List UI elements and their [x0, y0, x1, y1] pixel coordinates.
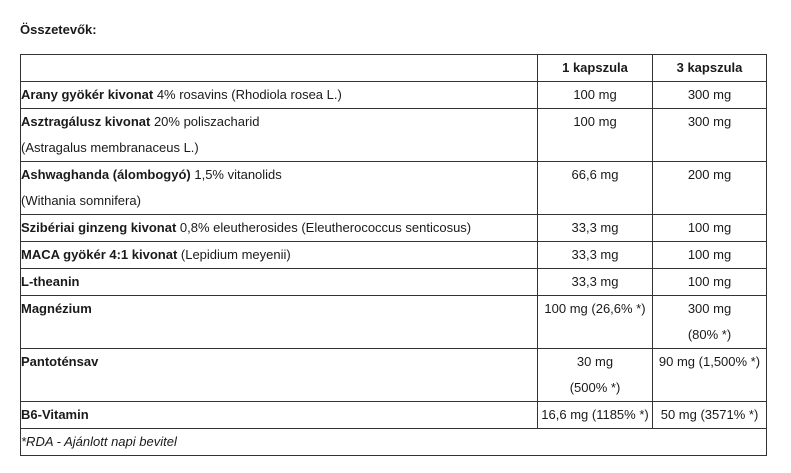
table-row	[21, 215, 767, 242]
ingredients-table	[20, 54, 767, 456]
amount-1-capsule-value: 16,6 mg (1185% *)	[541, 407, 649, 422]
ingredient-cell	[21, 82, 538, 109]
table-row	[21, 162, 767, 215]
amount-3-capsules	[653, 109, 767, 162]
amount-3-capsules-value: 100 mg	[687, 247, 732, 262]
ingredient-name: MACA gyökér 4:1 kivonat	[21, 247, 178, 262]
amount-1-capsule	[538, 162, 653, 215]
amount-1-capsule	[538, 242, 653, 269]
ingredient-name: Asztragálusz kivonat	[21, 114, 151, 129]
table-row	[21, 269, 767, 296]
amount-3-capsules-rda: (80% *)	[687, 327, 732, 342]
ingredient-line	[21, 349, 537, 375]
ingredient-cell	[21, 349, 538, 402]
ingredient-line	[21, 109, 537, 135]
amount-3-capsules-value: 300 mg	[687, 87, 732, 102]
ingredients-heading: Összetevők:	[20, 22, 97, 37]
amount-3-capsules-value: 200 mg	[687, 167, 732, 182]
table-row	[21, 242, 767, 269]
amount-1-capsule-value: 100 mg	[573, 87, 617, 102]
amount-1-capsule-rda: (500% *)	[569, 380, 621, 395]
ingredient-detail: 0,8% eleutherosides (Eleutherococcus senticosus)	[176, 220, 472, 235]
ingredient-line	[21, 269, 537, 295]
amount-1-capsule	[538, 349, 653, 402]
footnote: *RDA - Ajánlott napi bevitel	[21, 429, 767, 456]
ingredient-line	[21, 402, 537, 428]
ingredient-cell	[21, 162, 538, 215]
ingredient-name: Arany gyökér kivonat	[21, 87, 154, 102]
ingredient-cell	[21, 215, 538, 242]
ingredient-latin-name: (Astragalus membranaceus L.)	[21, 140, 199, 155]
header-1-capsule: 1 kapszula	[538, 55, 653, 82]
amount-1-capsule	[538, 269, 653, 296]
ingredient-detail: 1,5% vitanolids	[190, 167, 282, 182]
ingredient-cell	[21, 242, 538, 269]
amount-3-capsules	[653, 349, 767, 402]
amount-3-capsules-value: 50 mg (3571% *)	[660, 407, 759, 422]
ingredient-cell	[21, 402, 538, 429]
amount-3-capsules-value: 100 mg	[687, 274, 732, 289]
ingredient-latin-name: (Withania somnifera)	[21, 193, 141, 208]
amount-1-capsule	[538, 109, 653, 162]
table-header-row	[21, 55, 767, 82]
header-ingredient	[21, 55, 538, 82]
ingredient-name: L-theanin	[21, 274, 80, 289]
amount-3-capsules-value: 100 mg	[687, 220, 732, 235]
amount-1-capsule-value: 100 mg (26,6% *)	[544, 301, 646, 316]
table-row	[21, 349, 767, 402]
ingredient-name: Szibériai ginzeng kivonat	[21, 220, 177, 235]
amount-3-capsules	[653, 162, 767, 215]
ingredient-detail: (Lepidium meyenii)	[177, 247, 291, 262]
amount-1-capsule-value: 66,6 mg	[571, 167, 619, 182]
amount-1-capsule	[538, 82, 653, 109]
ingredient-line	[21, 242, 537, 268]
amount-1-capsule	[538, 402, 653, 429]
ingredient-name: Pantoténsav	[21, 354, 99, 369]
amount-3-capsules-value: 300 mg	[687, 114, 732, 129]
amount-3-capsules	[653, 402, 767, 429]
table-row	[21, 402, 767, 429]
amount-1-capsule-value: 33,3 mg	[571, 220, 619, 235]
amount-3-capsules	[653, 269, 767, 296]
amount-3-capsules	[653, 242, 767, 269]
ingredient-detail: 20% poliszacharid	[150, 114, 260, 129]
ingredient-cell	[21, 109, 538, 162]
ingredient-name: B6-Vitamin	[21, 407, 89, 422]
ingredient-name: Ashwaghanda (álombogyó)	[21, 167, 191, 182]
amount-1-capsule	[538, 296, 653, 349]
ingredient-line	[21, 215, 537, 241]
ingredient-detail: 4% rosavins (Rhodiola rosea L.)	[153, 87, 342, 102]
ingredient-cell	[21, 269, 538, 296]
amount-3-capsules-value: 300 mg	[687, 301, 732, 316]
amount-3-capsules	[653, 296, 767, 349]
header-3-capsules: 3 kapszula	[653, 55, 767, 82]
amount-3-capsules	[653, 82, 767, 109]
amount-1-capsule-value: 100 mg	[573, 114, 617, 129]
amount-1-capsule-value: 33,3 mg	[571, 247, 619, 262]
ingredient-line	[21, 162, 537, 188]
ingredient-cell	[21, 296, 538, 349]
ingredient-line	[21, 296, 537, 322]
amount-1-capsule	[538, 215, 653, 242]
amount-3-capsules-value: 90 mg (1,500% *)	[658, 354, 761, 369]
ingredient-name: Magnézium	[21, 301, 92, 316]
amount-1-capsule-value: 30 mg	[576, 354, 614, 369]
footnote-row	[21, 429, 767, 456]
ingredient-line	[21, 82, 537, 108]
table-row	[21, 296, 767, 349]
table-row	[21, 82, 767, 109]
table-row	[21, 109, 767, 162]
amount-1-capsule-value: 33,3 mg	[571, 274, 619, 289]
amount-3-capsules	[653, 215, 767, 242]
